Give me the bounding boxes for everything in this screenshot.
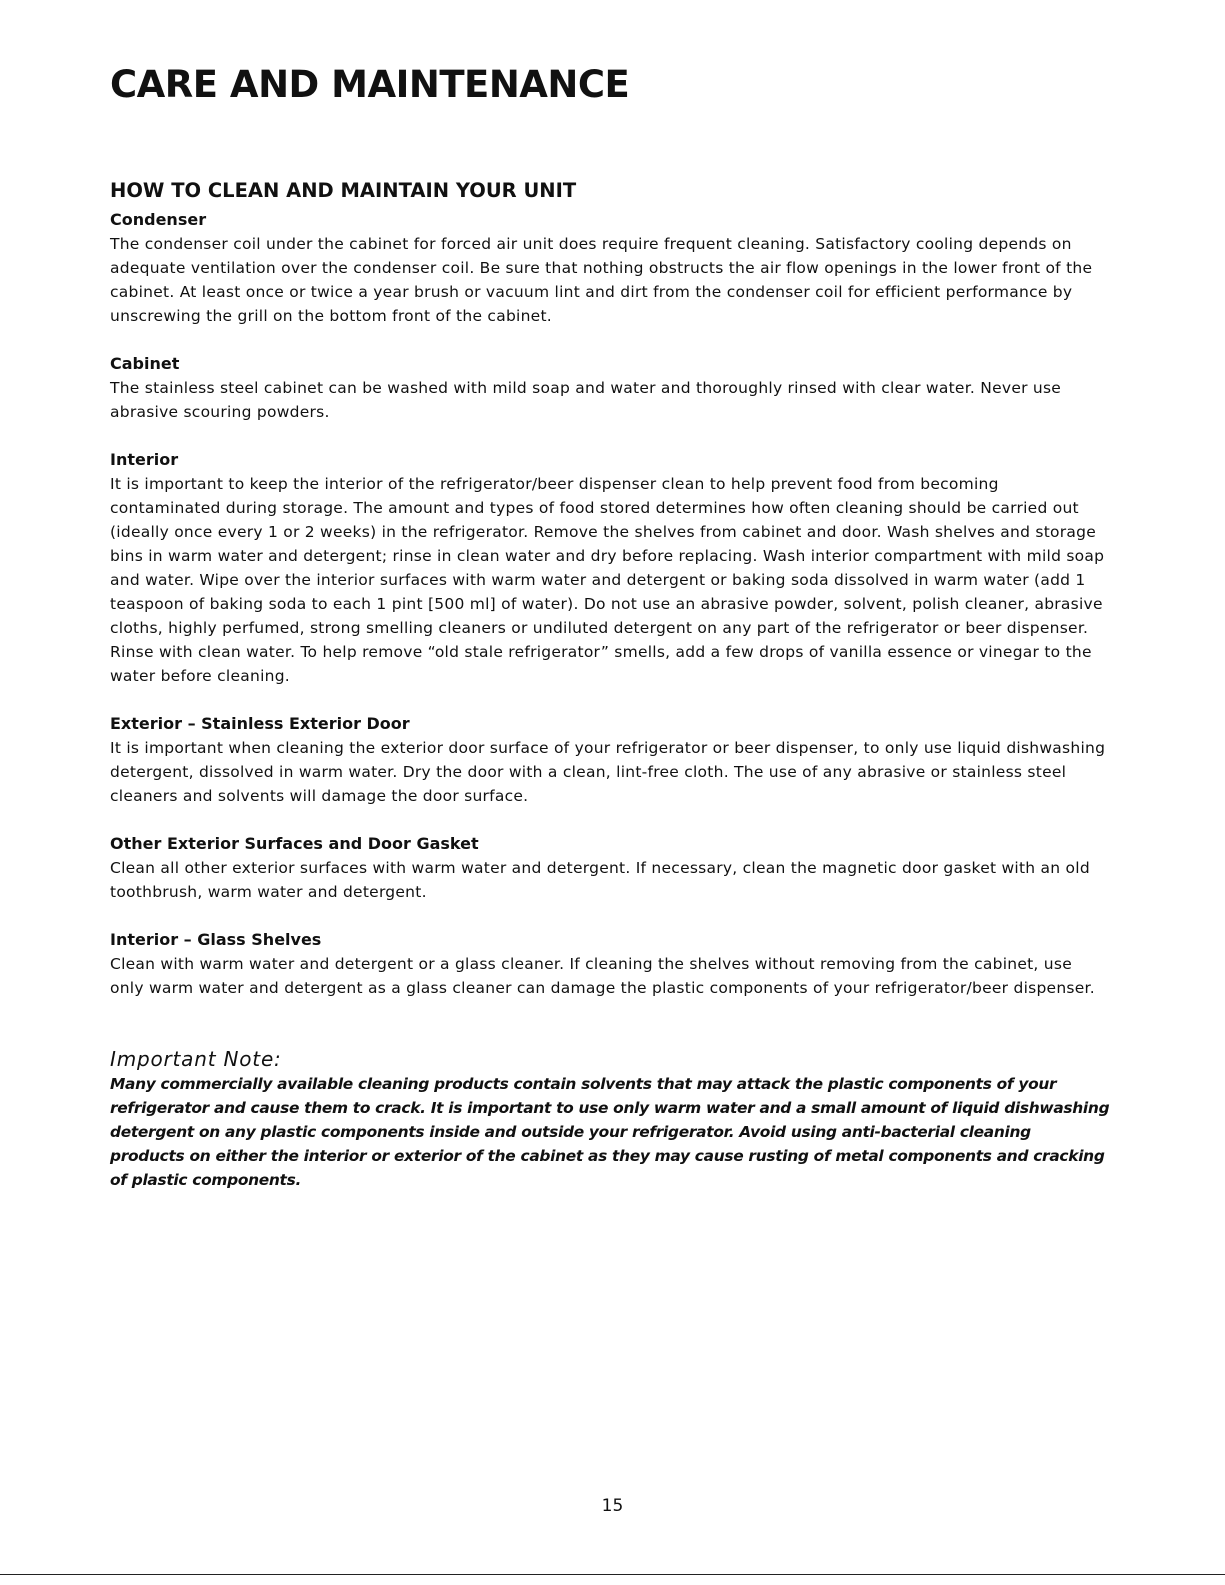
glass-shelves-block (110, 928, 1110, 1000)
main-content (110, 178, 1110, 1192)
condenser-block (110, 208, 1110, 328)
interior-block (110, 448, 1110, 688)
glass-shelves-heading: Interior – Glass Shelves (110, 930, 322, 949)
interior-text: It is important to keep the interior of the refrigerator/beer dispenser clean to help prevent food from becoming contaminated during storage. The amount and types of food stored determines how often cleaning should be carried out (ideally once every 1 or 2 weeks) in the refrigerator. Remove the shelves from cabinet and door. Wash shelves and storage bins in warm water and detergent; rinse in clean water and dry before replacing. Wash interior compartment with mild soap and water. Wipe over the interior surfaces with warm water and detergent or baking soda dissolved in warm water (add 1 teaspoon of baking soda to each 1 pint [500 ml] of water). Do not use an abrasive powder, solvent, polish cleaner, abrasive cloths, highly perfumed, strong smelling cleaners or undiluted detergent on any part of the refrigerator or beer dispenser. Rinse with clean water. To help remove “old stale refrigerator” smells, add a few drops of vanilla essence or vinegar to the water before cleaning. (110, 475, 1105, 685)
exterior-surfaces-block (110, 832, 1110, 904)
condenser-heading: Condenser (110, 210, 207, 229)
section-title: HOW TO CLEAN AND MAINTAIN YOUR UNIT (110, 179, 577, 202)
important-note (110, 1046, 1110, 1192)
exterior-door-text: It is important when cleaning the exterior door surface of your refrigerator or beer dispenser, to only use liquid dishwashing detergent, dissolved in warm water. Dry the door with a clean, lint-free cloth. The use of any abrasive or stainless steel cleaners and solvents will damage the door surface. (110, 739, 1106, 805)
page-number: 15 (601, 1496, 624, 1516)
exterior-surfaces-heading: Other Exterior Surfaces and Door Gasket (110, 834, 479, 853)
cabinet-block (110, 352, 1110, 424)
exterior-surfaces-text: Clean all other exterior surfaces with warm water and detergent. If necessary, clean the magnetic door gasket with an old toothbrush, warm water and detergent. (110, 859, 1090, 901)
cabinet-text: The stainless steel cabinet can be washed with mild soap and water and thoroughly rinsed with clear water. Never use abrasive scouring powders. (110, 379, 1062, 421)
important-note-heading: Important Note: (110, 1047, 282, 1071)
glass-shelves-text: Clean with warm water and detergent or a glass cleaner. If cleaning the shelves without removing from the cabinet, use only warm water and detergent as a glass cleaner can damage the plastic components of your refrigerator/beer dispenser. (110, 955, 1095, 997)
exterior-door-heading: Exterior – Stainless Exterior Door (110, 714, 410, 733)
page-title: CARE AND MAINTENANCE (110, 63, 630, 106)
cabinet-heading: Cabinet (110, 354, 180, 373)
bottom-divider (0, 1574, 1225, 1575)
interior-heading: Interior (110, 450, 179, 469)
important-note-text: Many commercially available cleaning products contain solvents that may attack the plastic components of your refrigerator and cause them to crack. It is important to use only warm water and a small amount of liquid dishwashing detergent on any plastic components inside and outside your refrigerator. Avoid using anti-bacterial cleaning products on either the interior or exterior of the cabinet as they may cause rusting of metal components and cracking of plastic components. (110, 1075, 1110, 1189)
condenser-text: The condenser coil under the cabinet for forced air unit does require frequent cleaning. Satisfactory cooling depends on adequate ventilation over the condenser coil. Be sure that nothing obstructs the air flow openings in the lower front of the cabinet. At least once or twice a year brush or vacuum lint and dirt from the condenser coil for efficient performance by unscrewing the grill on the bottom front of the cabinet. (110, 235, 1093, 325)
exterior-door-block (110, 712, 1110, 808)
